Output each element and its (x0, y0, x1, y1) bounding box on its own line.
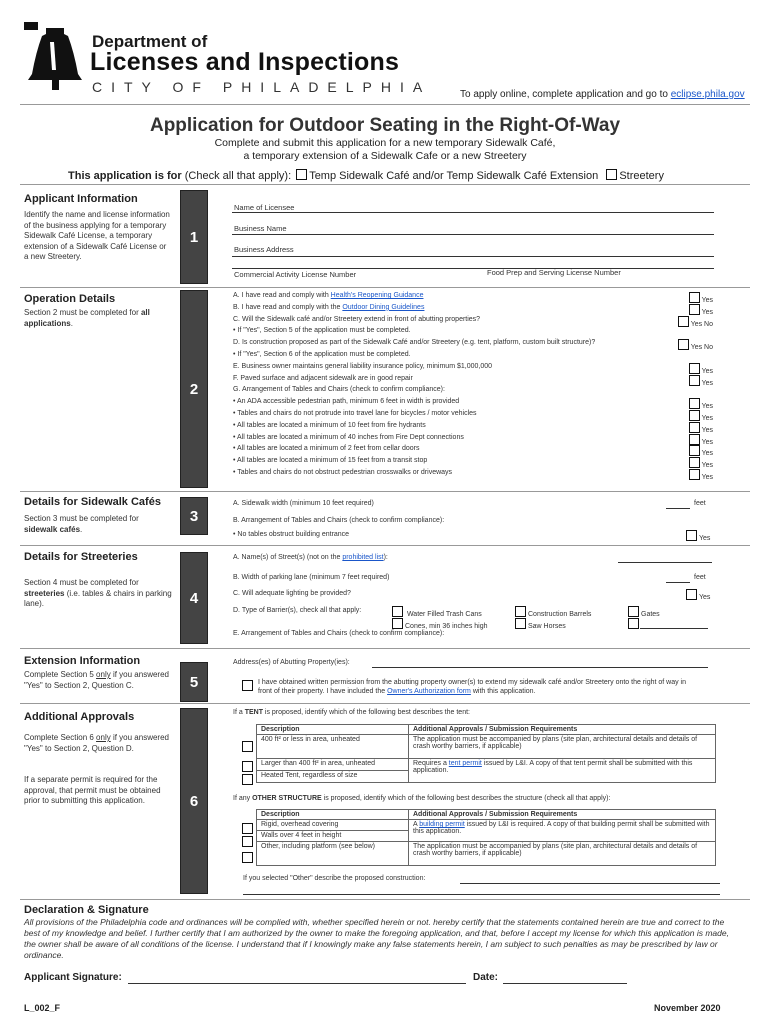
tent-row-1-desc: 400 ft² or less in area, unheated (257, 735, 409, 759)
sec2-item-answer (687, 398, 713, 410)
sec2-item-answer-label: Yes (701, 473, 713, 481)
sec3-text-b: sidewalk cafés (24, 524, 81, 534)
other-intro-c: is proposed, identify which of the following best describes the structure (check all that apply): (321, 795, 611, 802)
other-col-req: Additional Approvals / Submission Requirements (409, 810, 716, 820)
dept-line-2: Licenses and Inspections (90, 48, 400, 76)
rule-3 (20, 491, 750, 492)
sec4-c-answer (684, 589, 710, 601)
sec6-number: 6 (180, 708, 208, 894)
other-row-2-desc: Walls over 4 feet in height (257, 831, 409, 842)
rule-1 (20, 184, 750, 185)
rule-5 (20, 648, 750, 649)
sec2-item-text (233, 292, 423, 299)
sec2-item-pre: D. Is construction proposed as part of the Sidewalk Café and/or Streetery (e.g. tent, platform, custom built structure)? (233, 339, 596, 347)
tent-row-2-req-a: Requires a (413, 760, 449, 767)
sec3-a: A. Sidewalk width (minimum 10 feet required) (233, 500, 374, 507)
sec2-item-checkbox[interactable] (689, 398, 700, 409)
sec2-item-text (233, 410, 477, 417)
sec4-a-pre: A. Name(s) of Street(s) (not on the (233, 554, 343, 561)
sec5-text (24, 670, 172, 691)
application-for-line (68, 169, 664, 182)
licensee-name-label: Name of Licensee (234, 203, 295, 212)
gates-checkbox[interactable] (628, 606, 639, 617)
sec2-item-answer (676, 316, 713, 328)
sec2-item-checkbox[interactable] (689, 445, 700, 456)
sec2-item-pre: B. I have read and comply with the (233, 303, 343, 311)
dept-line-1: Department of (92, 32, 208, 51)
sec4-text-c: (i.e. tables & chairs in parking lane). (24, 588, 172, 608)
sec2-item-text (233, 434, 464, 441)
business-address-label: Business Address (234, 245, 294, 254)
sec3-b1-checkbox[interactable] (686, 530, 697, 541)
sec2-item-pre: F. Paved surface and adjacent sidewalk are in good repair (233, 374, 413, 382)
sec3-text (24, 514, 172, 535)
sec5-text-b: only (96, 670, 111, 679)
sec2-item-row (233, 410, 713, 422)
tent-small-checkbox[interactable] (242, 741, 253, 752)
tent-col-req: Additional Approvals / Submission Requirements (409, 725, 716, 735)
other-col-desc: Description (257, 810, 409, 820)
sidewalk-width-field[interactable] (666, 508, 690, 509)
sec2-item-answer (687, 363, 713, 375)
barrier-opt-3 (626, 606, 660, 618)
sec5-perm-b: with this application. (470, 688, 536, 695)
sec3-a-unit: feet (694, 500, 706, 507)
sec4-a-post: ): (383, 554, 388, 561)
sec3-b1: • No tables obstruct building entrance (233, 531, 350, 538)
tent-row-2-desc: Larger than 400 ft² in area, unheated (257, 759, 409, 771)
other-intro-b: OTHER STRUCTURE (252, 795, 322, 802)
barrels-checkbox[interactable] (515, 606, 526, 617)
sec2-item-text (233, 422, 426, 429)
sec2-item-answer (687, 410, 713, 422)
sec2-item-answer-label: Yes (701, 308, 713, 316)
sec2-item-row (233, 469, 713, 481)
page-title: Application for Outdoor Seating in the Right-Of-Way (149, 115, 621, 136)
sec2-item-answer-label: Yes (701, 297, 713, 304)
other-barrier-checkbox[interactable] (628, 618, 639, 629)
sec4-b: B. Width of parking lane (minimum 7 feet required) (233, 574, 390, 581)
rigid-covering-checkbox[interactable] (242, 823, 253, 834)
sec2-item-answer (687, 304, 713, 316)
sec2-item-pre: • All tables are located a minimum of 40 inches from Fire Dept connections (233, 433, 464, 441)
sec2-item-answer (687, 445, 713, 457)
rule-7 (20, 899, 750, 900)
sec5-text-a: Complete Section 5 (24, 670, 97, 679)
other-intro-a: If any (233, 795, 253, 802)
other-intro (233, 795, 610, 802)
sec4-a (233, 554, 388, 561)
lighting-checkbox[interactable] (686, 589, 697, 600)
sec2-item-link[interactable]: Outdoor Dining Guidelines (342, 303, 425, 311)
sec3-b1-ans: Yes (699, 535, 711, 542)
other-row-3-desc: Other, including platform (see below) (257, 842, 409, 866)
sec5-permission (258, 678, 698, 696)
sec6-text-2: If a separate permit is required for the approval, that permit must be obtained prior to submitting this application. (24, 775, 161, 805)
tent-permit-link[interactable]: tent permit (448, 760, 482, 767)
tent-heated-checkbox[interactable] (242, 774, 253, 785)
sec2-item-checkbox[interactable] (689, 469, 700, 480)
sec2-item-pre: • All tables are located a minimum of 15 feet from a transit stop (233, 457, 428, 465)
sec2-item-row (233, 445, 713, 457)
for-line-bold: This application is for (68, 170, 182, 182)
sec2-item-row (233, 316, 713, 328)
sec5-number: 5 (180, 662, 208, 702)
sec5-perm-a: I have obtained written permission from the abutting property owner(s) to extend my sidewalk café and/or Streetery onto the right of way in front of their property. I have included the (258, 679, 686, 695)
tent-intro-a: If a (233, 709, 245, 716)
sec4-text-b: streeteries (24, 588, 65, 598)
sec2-item-checkbox[interactable] (689, 422, 700, 433)
other-row-3-req: The application must be accompanied by plans (site plan, architectural details and details of crash worthy barriers, if applicable) (409, 842, 716, 866)
other-barrier-field[interactable] (640, 628, 708, 629)
sec4-c-ans: Yes (699, 594, 711, 601)
prohibited-list-link[interactable]: prohibited list (342, 554, 384, 561)
sec2-item-pre: C. Will the Sidewalk café and/or Streetery extend in front of abutting properties? (233, 315, 481, 323)
saw-horses-checkbox[interactable] (515, 618, 526, 629)
sec4-b-unit: feet (694, 574, 706, 581)
sec4-heading: Details for Streeteries (24, 551, 138, 563)
sec2-item-checkbox[interactable] (689, 457, 700, 468)
other-row-1-req-b: issued by L&I is required. A copy of that building permit shall be submitted with this application. (413, 821, 710, 835)
sec1-number: 1 (180, 190, 208, 284)
sec2-item-text (233, 304, 424, 311)
other-row-1-req-a: A (413, 821, 420, 828)
sec2-item-answer-label: Yes (701, 414, 713, 422)
temp-cafe-checkbox[interactable] (296, 169, 307, 180)
sec2-items (233, 292, 713, 481)
sec2-item-answer-label: Yes (701, 450, 713, 458)
sec2-item-text (233, 398, 459, 405)
dept-line-3: CITY OF PHILADELPHIA (92, 79, 432, 95)
sec6-text1-b: only (96, 733, 111, 742)
sec2-item-answer (687, 292, 713, 304)
temp-cafe-label: Temp Sidewalk Café and/or Temp Sidewalk Café Extension (309, 170, 599, 182)
sec3-text-a: Section 3 must be completed for (24, 514, 139, 523)
sec3-b1-answer (684, 530, 710, 542)
street-names-field[interactable] (618, 562, 712, 563)
sec2-item-answer-label: Yes No (690, 320, 713, 328)
sec2-item-pre: • All tables are located a minimum of 10 feet from fire hydrants (233, 421, 426, 429)
abutting-permission-checkbox[interactable] (242, 680, 253, 691)
form-date: November 2020 (654, 1003, 721, 1013)
sec2-item-answer-label: Yes (701, 426, 713, 434)
tent-row-2-req-b: issued by L&I. A copy of that tent permit shall be submitted with this application. (413, 760, 693, 774)
tent-col-desc: Description (257, 725, 409, 735)
sec2-item-row (233, 386, 713, 398)
sec2-item-answer (676, 339, 713, 351)
date-field[interactable] (503, 983, 627, 984)
sec2-item-answer (687, 457, 713, 469)
tent-table (256, 724, 716, 783)
sec2-item-checkbox[interactable] (689, 292, 700, 303)
walls-checkbox[interactable] (242, 836, 253, 847)
other-row-1-desc: Rigid, overhead covering (257, 820, 409, 831)
sec2-item-checkbox[interactable] (678, 339, 689, 350)
sec1-text: Identify the name and license information of the business applying for a temporary Sidewalk Café License, a temporary extension of a Sidewalk Café License or a new Streetery. (24, 210, 170, 261)
other-describe-field-1[interactable] (460, 883, 720, 884)
tent-intro-b: TENT (244, 709, 263, 716)
rule-2 (20, 287, 750, 288)
sec2-item-row (233, 457, 713, 469)
sec2-item-answer-label: Yes (701, 462, 713, 470)
business-name-field[interactable] (232, 234, 714, 235)
sec2-item-answer (687, 434, 713, 446)
cal-number-label: Commercial Activity License Number (234, 270, 357, 279)
sec2-item-pre: • All tables are located a minimum of 2 feet from cellar doors (233, 445, 420, 453)
other-describe-field-2[interactable] (243, 894, 720, 895)
sec2-item-answer (687, 422, 713, 434)
sec2-item-row (233, 434, 713, 446)
sec2-item-checkbox[interactable] (689, 375, 700, 386)
sec2-item-pre: • An ADA accessible pedestrian path, minimum 6 feet in width is provided (233, 398, 460, 406)
sec5-text-c: if you answered "Yes" to Section 2, Question C. (24, 670, 169, 690)
other-structure-checkbox[interactable] (242, 852, 253, 863)
for-line-rest: (Check all that apply): (181, 170, 295, 182)
header-rule (20, 104, 750, 105)
sec2-item-text (233, 339, 595, 346)
sec6-text-1 (24, 733, 172, 754)
sec2-item-checkbox[interactable] (689, 410, 700, 421)
sec3-number: 3 (180, 497, 208, 535)
food-license-label: Food Prep and Serving License Number (487, 268, 621, 277)
sec5-addr: Address(es) of Abutting Property(ies): (233, 659, 350, 666)
business-name-label: Business Name (234, 224, 287, 233)
tent-row-2-req (409, 759, 716, 783)
sec2-item-row (233, 327, 713, 339)
sec2-item-row (233, 375, 713, 387)
cal-number-field[interactable] (232, 268, 714, 269)
barrier-opt-2 (513, 606, 591, 618)
streetery-label: Streetery (619, 170, 664, 182)
sec2-item-checkbox[interactable] (689, 434, 700, 445)
barrier-opt-other (626, 618, 641, 630)
water-cans-checkbox[interactable] (392, 606, 403, 617)
other-structure-table (256, 809, 716, 866)
barrier-opt-1-label: Water Filled Trash Cans (406, 611, 482, 618)
sec2-item-text (233, 363, 492, 370)
other-describe-label: If you selected "Other" describe the proposed construction: (243, 875, 426, 882)
sec4-d: D. Type of Barrier(s), check all that apply: (233, 607, 362, 614)
sec2-item-checkbox[interactable] (689, 363, 700, 374)
sec2-text-c: . (70, 318, 73, 328)
sec6-heading: Additional Approvals (24, 711, 135, 723)
sec2-text-a: Section 2 must be completed for (24, 308, 141, 317)
other-row-1-req (409, 820, 716, 842)
sec2-item-link[interactable]: Health's Reopening Guidance (330, 292, 424, 299)
rule-6 (20, 703, 750, 704)
tent-intro (233, 709, 470, 716)
streetery-checkbox[interactable] (606, 169, 617, 180)
tent-intro-c: is proposed, identify which of the following best describes the tent: (262, 709, 470, 716)
cones-checkbox[interactable] (392, 618, 403, 629)
sec2-item-answer-label: Yes (701, 403, 713, 411)
sec2-item-text (233, 375, 413, 382)
sec2-item-row (233, 363, 713, 375)
sec2-item-answer-label: Yes (701, 367, 713, 375)
sec2-item-answer-label: Yes (701, 438, 713, 446)
declaration-text: All provisions of the Philadelphia code and ordinances will be complied with, whether specified herein or not. hereby certify that the statements contained herein are true and correct to the best of my knowledge and belief. I further certify that I am authorized by the owner to make the foregoing application, and that, before I accept my license for which this application is made, the owner shall be aware of all conditions of the license. I understand that if I knowingly make any false statements herein, I am subject to such penalties as may be prescribed by law or ordinance. (24, 917, 729, 960)
eclipse-link[interactable]: eclipse.phila.gov (670, 89, 745, 100)
barrier-opt-1 (390, 606, 482, 618)
sec2-item-text (233, 351, 411, 358)
tent-large-checkbox[interactable] (242, 761, 253, 772)
sec2-item-row (233, 422, 713, 434)
sec2-item-text (233, 386, 445, 393)
sec4-text-a: Section 4 must be completed for (24, 578, 139, 587)
apply-online-text (460, 89, 745, 100)
sec1-heading: Applicant Information (24, 193, 138, 205)
sec2-item-pre: A. I have read and comply with (233, 292, 331, 299)
sec2-item-text (233, 316, 480, 323)
sec2-item-answer-label: Yes No (690, 344, 713, 352)
barrier-opt-3-label: Gates (641, 611, 660, 618)
sec4-text (24, 578, 172, 610)
sec2-item-row (233, 351, 713, 363)
date-label: Date: (473, 972, 499, 983)
sec2-item-checkbox[interactable] (689, 304, 700, 315)
abutting-address-field[interactable] (372, 667, 708, 668)
sec4-e: E. Arrangement of Tables and Chairs (check to confirm compliance): (233, 630, 445, 637)
sec4-number: 4 (180, 552, 208, 644)
sec2-item-row (233, 398, 713, 410)
barrier-opt-2-label: Construction Barrels (528, 611, 592, 618)
form-id: L_002_F (24, 1003, 61, 1013)
signature-label: Applicant Signature: (24, 972, 122, 983)
sec2-number: 2 (180, 290, 208, 488)
sec4-c: C. Will adequate lighting be provided? (233, 590, 351, 597)
licensee-name-field[interactable] (232, 212, 714, 213)
sec5-heading: Extension Information (24, 655, 141, 667)
sec3-text-c: . (80, 524, 83, 534)
sec2-item-answer-label: Yes (701, 379, 713, 387)
subtitle-1: Complete and submit this application for a new temporary Sidewalk Café, (214, 137, 556, 149)
sec3-heading: Details for Sidewalk Cafés (24, 496, 161, 508)
building-permit-link[interactable]: building permit (419, 821, 465, 828)
barrier-opt-4 (390, 618, 488, 630)
tent-row-1-req: The application must be accompanied by plans (site plan, architectural details and details of crash worthy barriers, if applicable) (409, 735, 716, 759)
sec2-text-b: all applications (24, 308, 150, 328)
sec2-item-text (233, 469, 452, 476)
parking-lane-width-field[interactable] (666, 582, 690, 583)
liberty-bell-logo (24, 22, 84, 92)
sec2-item-text (233, 327, 411, 334)
sec2-item-pre: • Tables and chairs do not protrude into travel lane for bicycles / motor vehicles (233, 409, 477, 417)
barrier-opt-5-label: Saw Horses (528, 623, 566, 630)
owners-authorization-link[interactable]: Owner's Authorization form (387, 688, 471, 695)
sec2-item-pre: E. Business owner maintains general liability insurance policy, minimum $1,000,000 (233, 362, 492, 370)
barrier-opt-5 (513, 618, 566, 630)
sec2-heading: Operation Details (24, 293, 116, 305)
sec2-item-pre: • Tables and chairs do not obstruct pedestrian crosswalks or driveways (233, 468, 453, 476)
sec2-item-row (233, 292, 713, 304)
sec2-item-answer (687, 469, 713, 481)
sec2-item-text (233, 445, 419, 452)
barrier-opt-4-label: Cones, min 36 inches high (405, 623, 488, 630)
signature-field[interactable] (128, 983, 466, 984)
sec2-item-text (233, 457, 427, 464)
sec2-item-answer (687, 375, 713, 387)
sec2-item-pre: • If "Yes", Section 6 of the application must be completed. (233, 350, 411, 358)
sec2-item-pre: G. Arrangement of Tables and Chairs (check to confirm compliance): (233, 386, 445, 394)
sec3-b: B. Arrangement of Tables and Chairs (check to confirm compliance): (233, 517, 445, 524)
sec2-text (24, 308, 172, 329)
apply-online-prefix: To apply online, complete application and go to (460, 89, 671, 100)
sec6-text1-a: Complete Section 6 (24, 733, 97, 742)
sec2-item-row (233, 339, 713, 351)
tent-row-3-desc: Heated Tent, regardless of size (257, 771, 409, 783)
sec2-item-checkbox[interactable] (678, 316, 689, 327)
rule-4 (20, 545, 750, 546)
subtitle-2: a temporary extension of a Sidewalk Cafe or a new Streetery (243, 150, 527, 162)
sec2-item-row (233, 304, 713, 316)
business-address-field[interactable] (232, 256, 714, 257)
declaration-heading: Declaration & Signature (24, 904, 149, 916)
sec2-item-pre: • If "Yes", Section 5 of the application must be completed. (233, 327, 411, 335)
sec6-text1-c: if you answered "Yes" to Section 2, Question D. (24, 733, 169, 753)
